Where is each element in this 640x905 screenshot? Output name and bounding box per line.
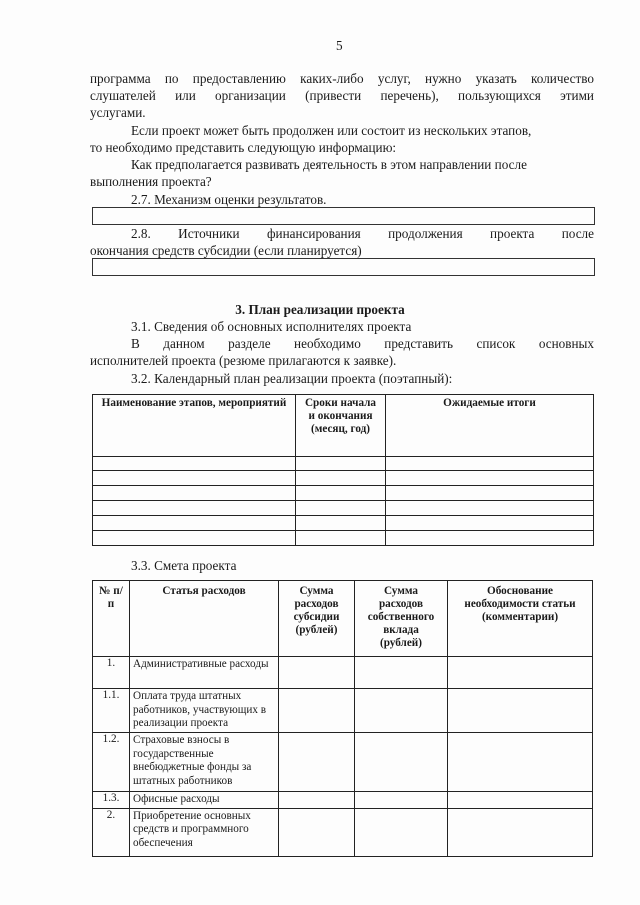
table-cell[interactable] (448, 792, 593, 809)
section-2-8-heading: 2.8. Источники финансирования продолжения проекта после (131, 226, 594, 241)
table-cell[interactable] (279, 689, 355, 733)
table-cell[interactable] (296, 457, 386, 471)
table-cell[interactable] (93, 457, 296, 471)
section-3-2-heading: 3.2. Календарный план реализации проекта (поэтапный): (131, 371, 453, 386)
budget-header-number: № п/п (93, 581, 130, 657)
section-3-title: 3. План реализации проекта (235, 302, 405, 317)
section-2-7-heading: 2.7. Механизм оценки результатов. (131, 192, 327, 207)
table-cell[interactable] (296, 531, 386, 546)
table-cell[interactable] (386, 486, 594, 501)
table-cell[interactable] (279, 808, 355, 856)
table-cell[interactable] (386, 457, 594, 471)
calendar-plan-table (92, 394, 594, 546)
row-number: 2. (93, 808, 130, 856)
funding-sources-field[interactable] (92, 258, 595, 276)
paragraph-line: слушателей или организации (привести перечень), пользующихся этими (90, 88, 594, 103)
table-cell[interactable] (279, 733, 355, 792)
evaluation-mechanism-field[interactable] (92, 207, 595, 225)
row-number: 1.1. (93, 689, 130, 733)
table-cell[interactable] (93, 486, 296, 501)
budget-header-own-funds: Сумма расходов собственного вклада (рублей) (355, 581, 448, 657)
row-item: Офисные расходы (130, 792, 279, 809)
paragraph-line: Как предполагается развивать деятельность в этом направлении после (131, 157, 527, 172)
table-cell[interactable] (296, 471, 386, 486)
budget-header-justification: Обоснование необходимости статьи (комментарии) (448, 581, 593, 657)
budget-header-subsidy: Сумма расходов субсидии (рублей) (279, 581, 355, 657)
section-3-1-heading: 3.1. Сведения об основных исполнителях проекта (131, 319, 412, 334)
table-cell[interactable] (355, 689, 448, 733)
paragraph-line: программа по предоставлению каких-либо услуг, нужно указать количество (90, 71, 594, 86)
table-cell[interactable] (355, 808, 448, 856)
table-cell[interactable] (296, 501, 386, 516)
table-cell[interactable] (448, 657, 593, 689)
calendar-header-results: Ожидаемые итоги (386, 395, 594, 457)
budget-header-item: Статья расходов (130, 581, 279, 657)
table-cell[interactable] (93, 501, 296, 516)
table-cell[interactable] (93, 516, 296, 531)
table-cell[interactable] (296, 486, 386, 501)
paragraph-line: В данном разделе необходимо представить список основных (131, 336, 594, 351)
table-cell[interactable] (386, 471, 594, 486)
table-cell[interactable] (93, 471, 296, 486)
table-cell[interactable] (448, 689, 593, 733)
row-number: 1.3. (93, 792, 130, 809)
table-cell[interactable] (355, 792, 448, 809)
table-cell[interactable] (386, 516, 594, 531)
table-cell[interactable] (386, 501, 594, 516)
budget-table (92, 580, 593, 857)
table-cell[interactable] (93, 531, 296, 546)
paragraph-line: услугами. (90, 105, 146, 120)
section-3-3-heading: 3.3. Смета проекта (131, 558, 237, 573)
page-number: 5 (336, 38, 343, 53)
row-item: Приобретение основных средств и программного обеспечения (130, 808, 279, 856)
paragraph-line: то необходимо представить следующую информацию: (90, 140, 397, 155)
table-cell[interactable] (386, 531, 594, 546)
table-cell[interactable] (279, 792, 355, 809)
table-cell[interactable] (279, 657, 355, 689)
paragraph-line: выполнения проекта? (90, 174, 212, 189)
paragraph-line: окончания средств субсидии (если планируется) (90, 243, 362, 258)
row-item: Страховые взносы в государственные внебюджетные фонды за штатных работников (130, 733, 279, 792)
paragraph-line: Если проект может быть продолжен или состоит из нескольких этапов, (131, 123, 532, 138)
table-cell[interactable] (355, 657, 448, 689)
paragraph-line: исполнителей проекта (резюме прилагаются к заявке). (90, 353, 397, 368)
row-number: 1.2. (93, 733, 130, 792)
table-cell[interactable] (448, 733, 593, 792)
table-cell[interactable] (448, 808, 593, 856)
calendar-header-dates: Сроки начала и окончания (месяц, год) (296, 395, 386, 457)
row-item: Оплата труда штатных работников, участвующих в реализации проекта (130, 689, 279, 733)
table-cell[interactable] (296, 516, 386, 531)
calendar-header-stages: Наименование этапов, мероприятий (93, 395, 296, 457)
table-cell[interactable] (355, 733, 448, 792)
row-number: 1. (93, 657, 130, 689)
row-item: Административные расходы (130, 657, 279, 689)
